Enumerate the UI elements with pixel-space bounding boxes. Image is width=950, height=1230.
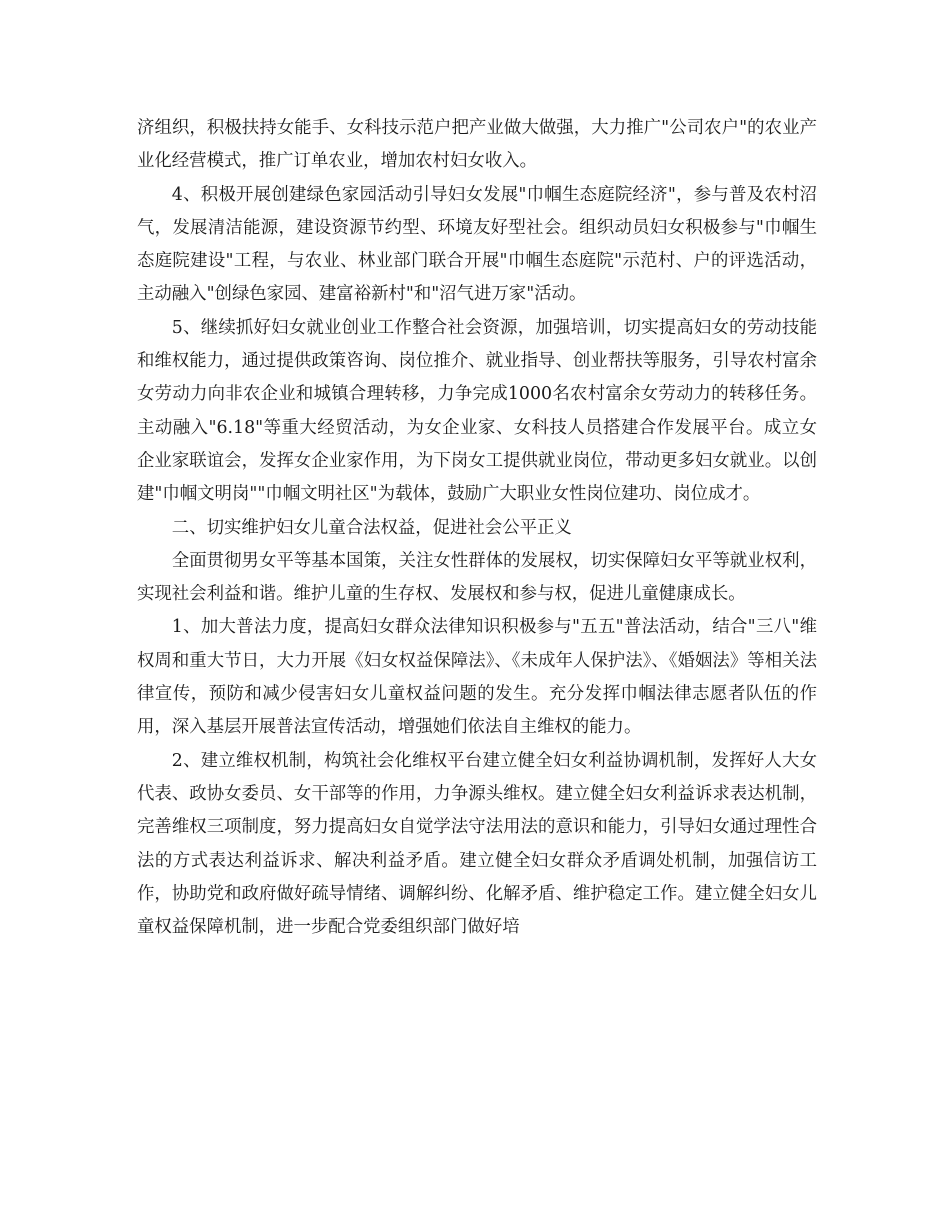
paragraph-1: 济组织，积极扶持女能手、女科技示范户把产业做大做强，大力推广"公司农户"的农业产业化经营模式，推广订单农业，增加农村妇女收入。 [137,118,817,172]
paragraph-2: 4、积极开展创建绿色家园活动引导妇女发展"巾帼生态庭院经济"，参与普及农村沼气，发展清洁能源，建设资源节约型、环境友好型社会。组织动员妇女积极参与"巾帼生态庭院建设"工程，与农业、林业部门联合开展"巾帼生态庭院"示范村、户的评选活动，主动融入"创绿色家园、建富裕新村"和"沼气进万家"活动。 [137,184,817,305]
paragraph-6: 1、加大普法力度，提高妇女群众法律知识积极参与"五五"普法活动，结合"三八"维权周和重大节日，大力开展《妇女权益保障法》、《未成年人保护法》、《婚姻法》等相关法律宣传，预防和减少侵害妇女儿童权益问题的发生。充分发挥巾帼法律志愿者队伍的作用，深入基层开展普法宣传活动，增强她们依法自主维权的能力。 [137,617,817,738]
paragraph-7: 2、建立维权机制，构筑社会化维权平台建立健全妇女利益协调机制，发挥好人大女代表、政协女委员、女干部等的作用，力争源头维权。建立健全妇女利益诉求表达机制，完善维权三项制度，努力提高妇女自觉学法守法用法的意识和能力，引导妇女通过理性合法的方式表达利益诉求、解决利益矛盾。建立健全妇女群众矛盾调处机制，加强信访工作，协助党和政府做好疏导情绪、调解纠纷、化解矛盾、维护稳定工作。建立健全妇女儿童权益保障机制，进一步配合党委组织部门做好培 [137,750,817,938]
paragraph-5: 全面贯彻男女平等基本国策，关注女性群体的发展权，切实保障妇女平等就业权利，实现社会利益和谐。维护儿童的生存权、发展权和参与权，促进儿童健康成长。 [137,550,817,605]
section-heading: 二、切实维护妇女儿童合法权益，促进社会公平正义 [171,517,572,538]
paragraph-3: 5、继续抓好妇女就业创业工作整合社会资源，加强培训，切实提高妇女的劳动技能和维权能力，通过提供政策咨询、岗位推介、就业指导、创业帮扶等服务，引导农村富余女劳动力向非农企业和城镇合理转移，力争完成1000名农村富余女劳动力的转移任务。主动融入"6.18"等重大经贸活动，为女企业家、女科技人员搭建合作发展平台。成立女企业家联谊会，发挥女企业家作用，为下岗女工提供就业岗位，带动更多妇女就业。以创建"巾帼文明岗""巾帼文明社区"为载体，鼓励广大职业女性岗位建功、岗位成才。 [137,317,817,505]
document-body [137,112,817,944]
